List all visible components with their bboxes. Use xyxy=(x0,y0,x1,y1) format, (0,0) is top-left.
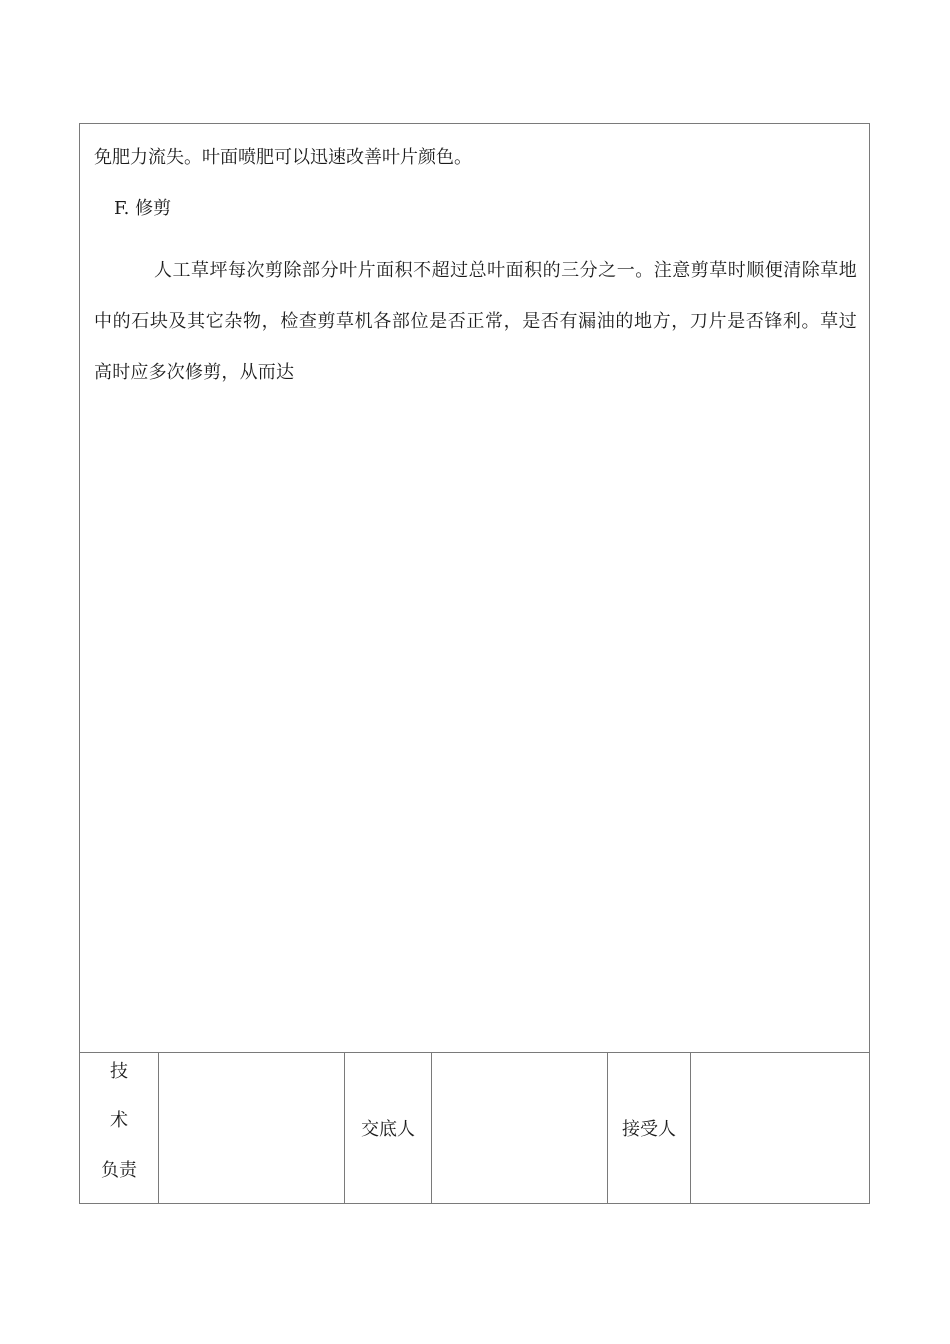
tech-lead-label-line-2: 术 xyxy=(110,1110,128,1131)
text-line-continuation: 免肥力流失。叶面喷肥可以迅速改善叶片颜色。 xyxy=(94,147,472,168)
receiver-label: 接受人 xyxy=(622,1119,676,1140)
tech-lead-label-line-3: 负责 xyxy=(101,1160,137,1181)
section-heading: F. 修剪 xyxy=(114,198,172,219)
tech-lead-signature-cell[interactable] xyxy=(159,1053,345,1203)
document-frame xyxy=(79,123,870,1204)
tech-lead-label-cell xyxy=(80,1053,159,1203)
handover-label: 交底人 xyxy=(361,1119,415,1140)
signoff-table-row xyxy=(80,1052,869,1203)
handover-label-cell xyxy=(345,1053,432,1203)
body-paragraph: 人工草坪每次剪除部分叶片面积不超过总叶面积的三分之一。注意剪草时顺便清除草地中的石块及其它杂物，检查剪草机各部位是否正常，是否有漏油的地方，刀片是否锋利。草过高时应多次修剪，从而达 xyxy=(94,260,857,383)
tech-lead-label-line-1: 技 xyxy=(110,1061,128,1082)
receiver-label-cell xyxy=(608,1053,691,1203)
receiver-signature-cell[interactable] xyxy=(691,1053,871,1203)
content-area xyxy=(80,124,869,1052)
handover-signature-cell[interactable] xyxy=(432,1053,608,1203)
